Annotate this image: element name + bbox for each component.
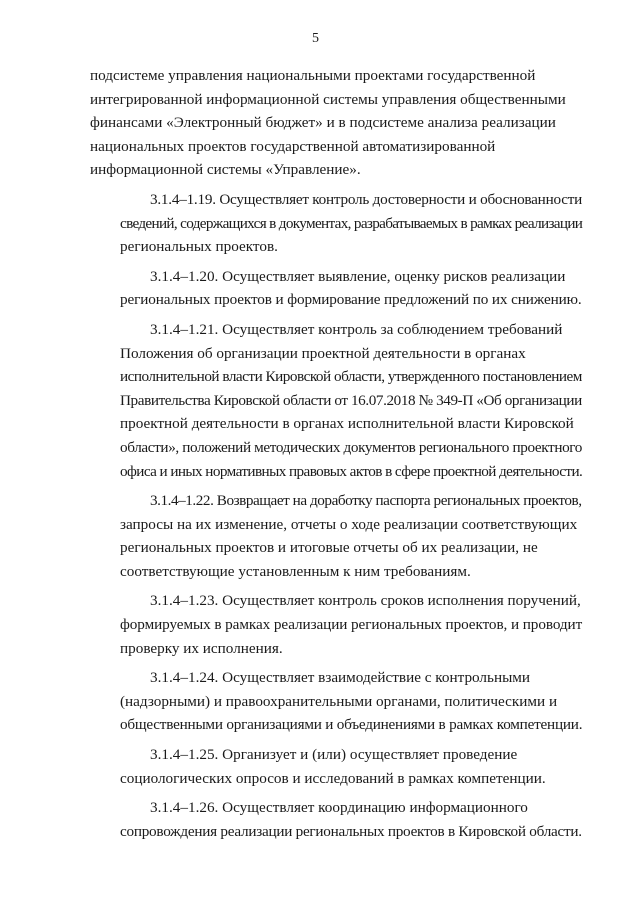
text-line: 3.1.4–1.24. Осуществляет взаимодействие с контрольными — [150, 669, 531, 687]
text-line: области», положений методических документов регионального проектного — [120, 438, 583, 456]
paragraph-continuation — [90, 64, 582, 182]
text-line: региональных проектов и формирование предложений по их снижению. — [120, 291, 582, 309]
text-line: проектной деятельности в органах исполнительной власти Кировской — [120, 415, 574, 433]
paragraph-3-1-4-1-22 — [90, 489, 582, 583]
text-line: национальных проектов государственной автоматизированной — [90, 137, 496, 155]
paragraph-3-1-4-1-23 — [90, 589, 582, 660]
text-line: (надзорными) и правоохранительными органами, политическими и — [120, 692, 558, 710]
document-body — [90, 64, 582, 849]
paragraph-3-1-4-1-26 — [90, 796, 582, 843]
text-line: сведений, содержащихся в документах, разрабатываемых в рамках реализации — [120, 214, 583, 232]
text-line: офиса и иных нормативных правовых актов в сфере проектной деятельности. — [120, 462, 583, 480]
text-line: региональных проектов и итоговые отчеты об их реализации, не — [120, 539, 538, 557]
text-line: 3.1.4–1.19. Осуществляет контроль достоверности и обоснованности — [150, 190, 583, 208]
text-line: региональных проектов. — [120, 238, 278, 256]
text-line: формируемых в рамках реализации региональных проектов, и проводит — [120, 616, 583, 634]
text-line: социологических опросов и исследований в рамках компетенции. — [120, 769, 546, 787]
text-line: 3.1.4–1.26. Осуществляет координацию информационного — [150, 799, 528, 817]
text-line: соответствующие установленным к ним требованиям. — [120, 562, 471, 580]
text-line: 3.1.4–1.22. Возвращает на доработку паспорта региональных проектов, — [150, 492, 582, 510]
paragraph-3-1-4-1-20 — [90, 265, 582, 312]
text-line: сопровождения реализации региональных проектов в Кировской области. — [120, 822, 582, 840]
text-line: общественными организациями и объединениями в рамках компетенции. — [120, 716, 583, 734]
text-line: 3.1.4–1.23. Осуществляет контроль сроков исполнения поручений, — [150, 592, 581, 610]
text-line: 3.1.4–1.20. Осуществляет выявление, оценку рисков реализации — [150, 267, 566, 285]
paragraph-3-1-4-1-24 — [90, 666, 582, 737]
text-line: Правительства Кировской области от 16.07.2018 № 349-П «Об организации — [120, 391, 582, 409]
text-line: интегрированной информационной системы управления общественными — [90, 90, 566, 108]
text-line: исполнительной власти Кировской области, утвержденного постановлением — [120, 368, 582, 386]
page-number: 5 — [312, 31, 319, 46]
paragraph-3-1-4-1-25 — [90, 743, 582, 790]
text-line: 3.1.4–1.21. Осуществляет контроль за соблюдением требований — [150, 320, 563, 338]
text-line: запросы на их изменение, отчеты о ходе реализации соответствующих — [120, 515, 578, 533]
text-line: Положения об организации проектной деятельности в органах — [120, 344, 526, 362]
text-line: информационной системы «Управление». — [90, 161, 361, 179]
text-line: подсистеме управления национальными проектами государственной — [90, 67, 536, 84]
text-line: проверку их исполнения. — [120, 639, 283, 657]
text-line: финансами «Электронный бюджет» и в подсистеме анализа реализации — [90, 114, 556, 132]
text-line: 3.1.4–1.25. Организует и (или) осуществляет проведение — [150, 746, 518, 764]
paragraph-3-1-4-1-19 — [90, 188, 582, 259]
paragraph-3-1-4-1-21 — [90, 318, 582, 483]
